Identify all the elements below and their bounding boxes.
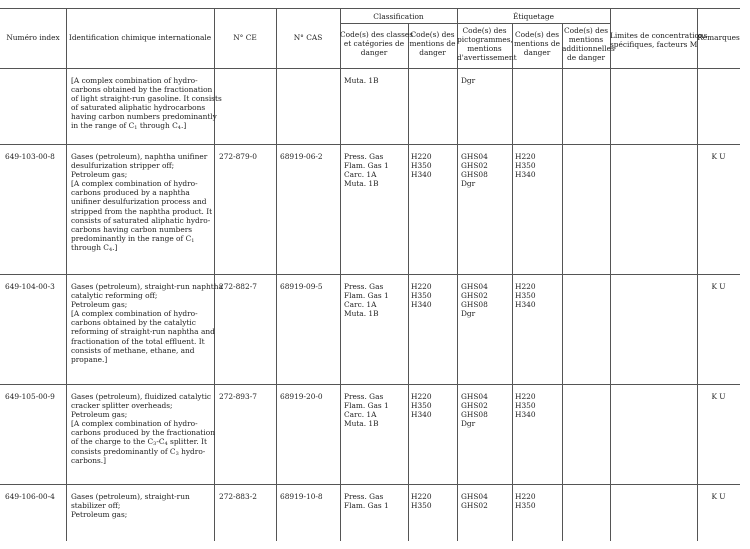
- header-class-codes: Code(s) des classes et catégories de danger: [340, 30, 414, 58]
- cell-cas: 68919-06-2: [280, 152, 323, 161]
- row-divider: [0, 484, 740, 485]
- cell-ce: 272-893-7: [219, 392, 257, 401]
- header-remarques: Remarques: [697, 33, 740, 42]
- header-numero-ce: N° CE: [233, 33, 257, 42]
- cell-class-codes: Muta. 1B: [344, 76, 379, 85]
- cell-label-mentions: H220 H350 H340: [515, 392, 536, 420]
- cell-ce: 272-879-0: [219, 152, 257, 161]
- column-divider: [408, 23, 409, 541]
- cell-label-mentions: H220 H350 H340: [515, 282, 536, 310]
- cell-remarks: K U: [711, 492, 726, 501]
- cell-class-mentions: H220 H350 H340: [411, 282, 432, 310]
- header-numero-index: Numéro index: [6, 33, 60, 42]
- cell-identification: Gases (petroleum), straight-run naphtha catalytic reforming off; Petroleum gas; [A complex combination of hydro- carbons obtained by the catalytic reforming of straight-run naphtha and fractionation of the total effluent. It consists of methane, ethane, and propane.]: [71, 282, 223, 364]
- cell-cas: 68919-20-0: [280, 392, 323, 401]
- cell-remarks: K U: [711, 152, 726, 161]
- row-divider: [0, 384, 740, 385]
- cell-identification: Gases (petroleum), naphtha unifiner desulfurization stripper off; Petroleum gas; [A complex combination of hydro- carbons produced by a naphtha unifiner desulfurization process and stripped from the naphtha product. It consists of saturated aliphatic hydro- carbons having carbon numbers predominantly in the range of $C_1$ through $C_4$.]: [71, 152, 213, 253]
- cell-index: 649-106-00-4: [5, 492, 55, 501]
- cell-class-codes: Press. Gas Flam. Gas 1: [344, 492, 389, 511]
- header-numero-cas: N° CAS: [293, 33, 323, 42]
- column-divider: [66, 8, 67, 541]
- cell-class-codes: Press. Gas Flam. Gas 1 Carc. 1A Muta. 1B: [344, 152, 389, 189]
- cell-identification: Gases (petroleum), straight-run stabilizer off; Petroleum gas;: [71, 492, 190, 520]
- column-divider: [512, 23, 513, 541]
- cell-label-mentions: H220 H350 H340: [515, 152, 536, 180]
- column-divider: [610, 8, 611, 541]
- cell-ce: 272-883-2: [219, 492, 257, 501]
- header-classification: Classification: [373, 12, 424, 21]
- cell-identification: [A complex combination of hydro- carbons obtained by the fractionation of light straight-run gasoline. It consists of saturated aliphatic hydrocarbons having carbon numbers predominantly in the range of $C_1$ through $C_4$.]: [71, 76, 222, 132]
- header-class-mentions: Code(s) des mentions de danger: [409, 30, 456, 58]
- header-additionnelles: Code(s) des mentions additionnelles de danger: [562, 26, 615, 63]
- table-top-border: [0, 8, 740, 9]
- cell-class-codes: Press. Gas Flam. Gas 1 Carc. 1A Muta. 1B: [344, 392, 389, 429]
- cell-pictograms: GHS04 GHS02 GHS08 Dgr: [461, 392, 488, 429]
- cell-pictograms: Dgr: [461, 76, 476, 85]
- header-pictogrammes: Code(s) des pictogrammes, mentions d'avertissement: [457, 26, 517, 63]
- cell-identification: Gases (petroleum), fluidized catalytic cracker splitter overheads; Petroleum gas; [A complex combination of hydro- carbons produced by the fractionation of the charge to the $C_3-C_4$ splitter. It consists predominantly of $C_3$ hydro- carbons.]: [71, 392, 215, 465]
- header-etiquetage: Étiquetage: [512, 12, 555, 21]
- cell-remarks: K U: [711, 392, 726, 401]
- column-divider: [697, 8, 698, 541]
- cell-pictograms: GHS04 GHS02 GHS08 Dgr: [461, 152, 488, 189]
- row-divider: [0, 274, 740, 275]
- cell-class-mentions: H220 H350: [411, 492, 432, 511]
- column-divider: [457, 8, 458, 541]
- header-bottom-border: [0, 68, 740, 69]
- cell-index: 649-103-00-8: [5, 152, 55, 161]
- row-divider: [0, 144, 740, 145]
- cell-label-mentions: H220 H350: [515, 492, 536, 511]
- header-etiq-mentions: Code(s) des mentions de danger: [514, 30, 560, 58]
- header-limites: Limites de concentrations spécifiques, facteurs M: [610, 31, 708, 50]
- cell-class-mentions: H220 H350 H340: [411, 392, 432, 420]
- header-identification: Identification chimique internationale: [68, 33, 212, 42]
- column-divider: [562, 23, 563, 541]
- classification-subheader-border: [340, 23, 610, 24]
- cell-remarks: K U: [711, 282, 726, 291]
- column-divider: [340, 8, 341, 541]
- cell-pictograms: GHS04 GHS02 GHS08 Dgr: [461, 282, 488, 319]
- cell-ce: 272-882-7: [219, 282, 257, 291]
- cell-class-codes: Press. Gas Flam. Gas 1 Carc. 1A Muta. 1B: [344, 282, 389, 319]
- cell-pictograms: GHS04 GHS02: [461, 492, 488, 511]
- cell-cas: 68919-10-8: [280, 492, 323, 501]
- cell-cas: 68919-09-5: [280, 282, 323, 291]
- cell-index: 649-104-00-3: [5, 282, 55, 291]
- cell-index: 649-105-00-9: [5, 392, 55, 401]
- cell-class-mentions: H220 H350 H340: [411, 152, 432, 180]
- column-divider: [276, 8, 277, 541]
